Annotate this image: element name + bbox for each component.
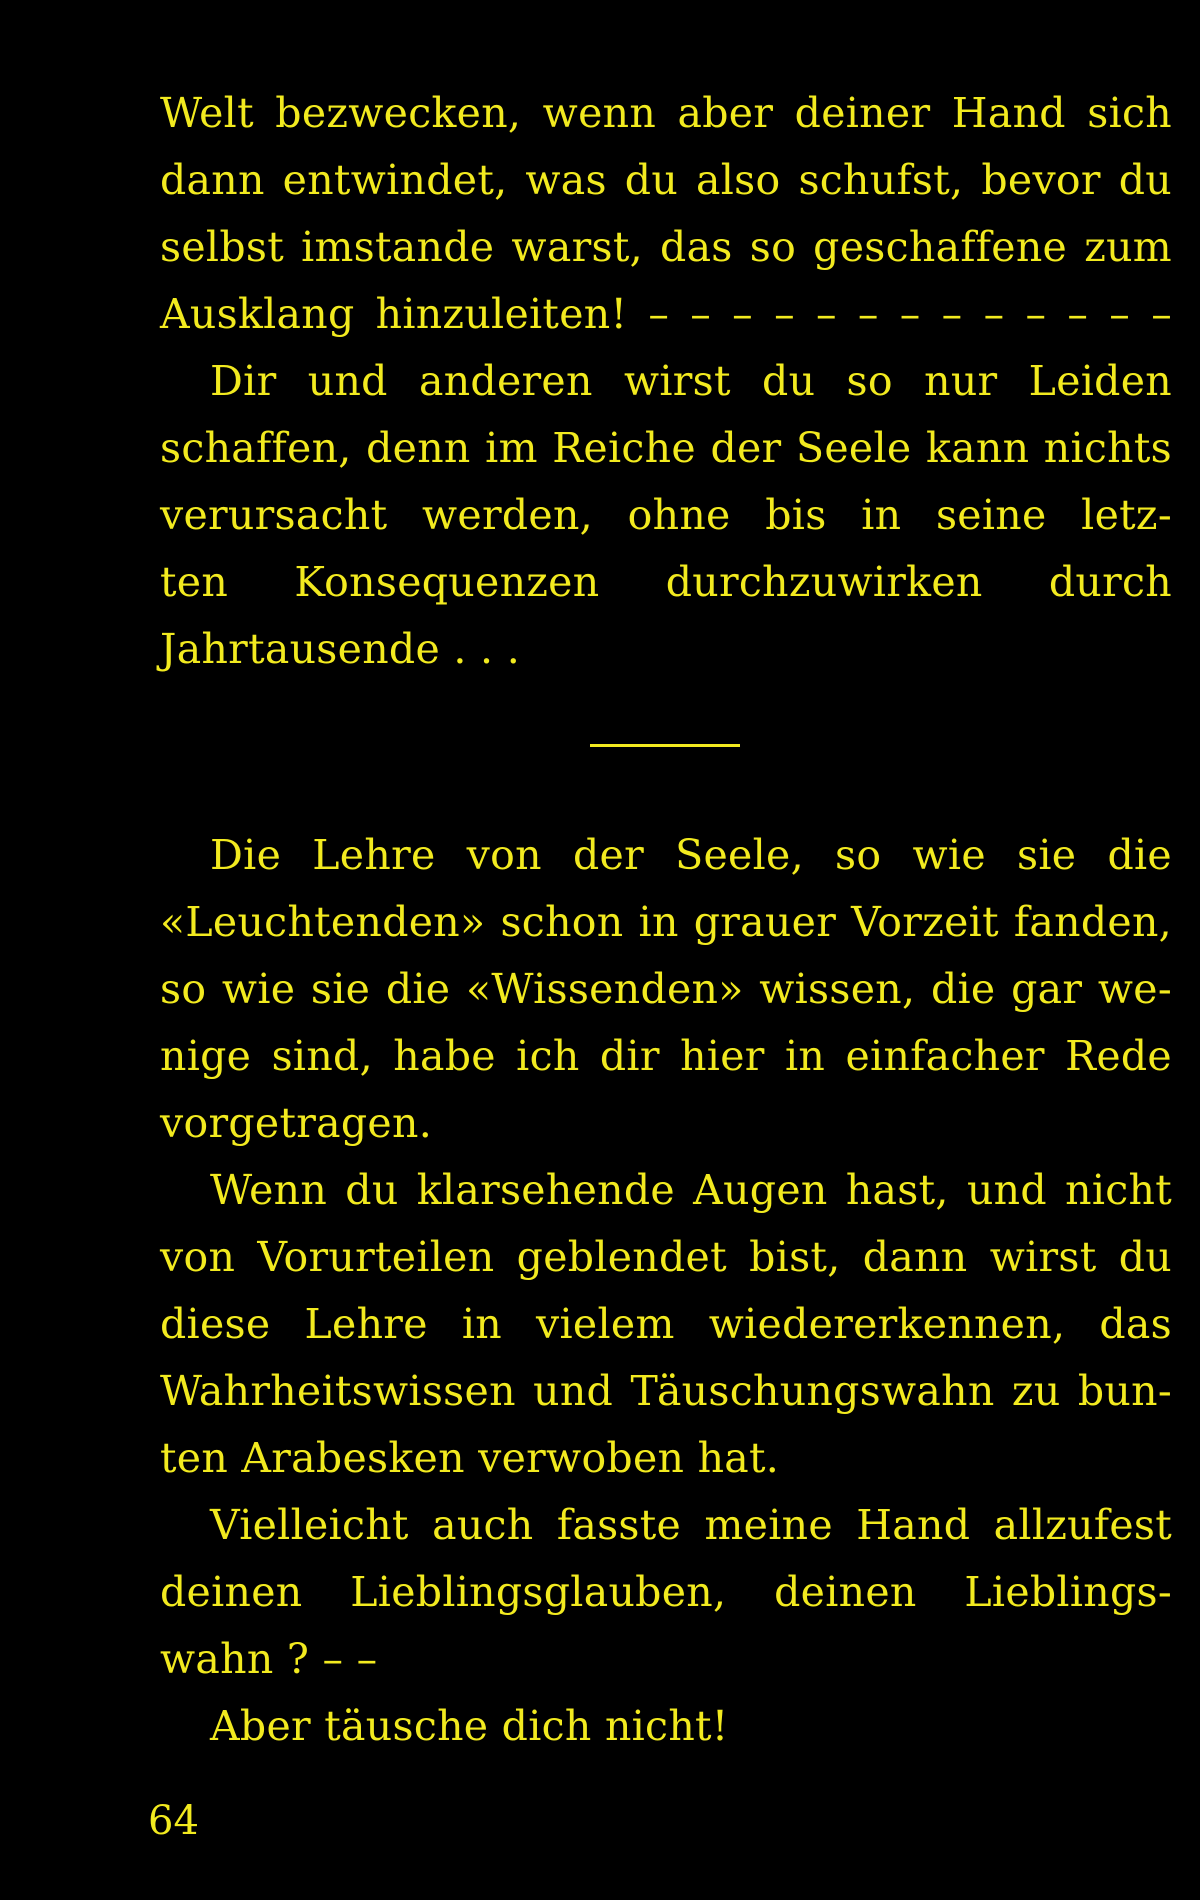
text-line: Aber täusche dich nicht! [210, 1702, 729, 1750]
text-line: ten Arabesken verwoben hat. [160, 1434, 780, 1482]
text-line: schaffen, denn im Reiche der Seele kann nichts [160, 424, 1172, 472]
text-line: Wahrheitswissen und Täuschungswahn zu bun- [160, 1367, 1172, 1415]
text-line: von Vorurteilen geblendet bist, dann wirst du [160, 1233, 1172, 1281]
text-line: Die Lehre von der Seele, so wie sie die [210, 831, 1172, 879]
text-line: Jahrtausende . . . [160, 625, 521, 673]
page-number: 64 [148, 1798, 199, 1844]
text-line: dann entwindet, was du also schufst, bevor du [160, 156, 1172, 204]
text-line: vorgetragen. [160, 1099, 433, 1147]
text-line: diese Lehre in vielem wiedererkennen, das [160, 1300, 1172, 1348]
text-line: so wie sie die «Wissenden» wissen, die gar we- [160, 965, 1172, 1013]
text-line: Welt bezwecken, wenn aber deiner Hand sich [160, 89, 1172, 137]
text-line: Ausklang hinzuleiten! – – – – – – – – – – – – – [160, 290, 1172, 338]
text-line: Dir und anderen wirst du so nur Leiden [210, 357, 1172, 405]
text-line: verursacht werden, ohne bis in seine letz- [160, 491, 1172, 539]
text-line: selbst imstande warst, das so geschaffene zum [160, 223, 1172, 271]
text-line: deinen Lieblingsglauben, deinen Lieblings- [160, 1568, 1172, 1616]
text-line: Vielleicht auch fasste meine Hand allzufest [210, 1501, 1172, 1549]
text-line: nige sind, habe ich dir hier in einfacher Rede [160, 1032, 1172, 1080]
section-divider [590, 744, 740, 747]
text-line: «Leuchtenden» schon in grauer Vorzeit fanden, [160, 898, 1172, 946]
text-line: Wenn du klarsehende Augen hast, und nicht [210, 1166, 1172, 1214]
text-line: wahn ? – – [160, 1635, 378, 1683]
text-line: ten Konsequenzen durchzuwirken durch [160, 558, 1172, 606]
